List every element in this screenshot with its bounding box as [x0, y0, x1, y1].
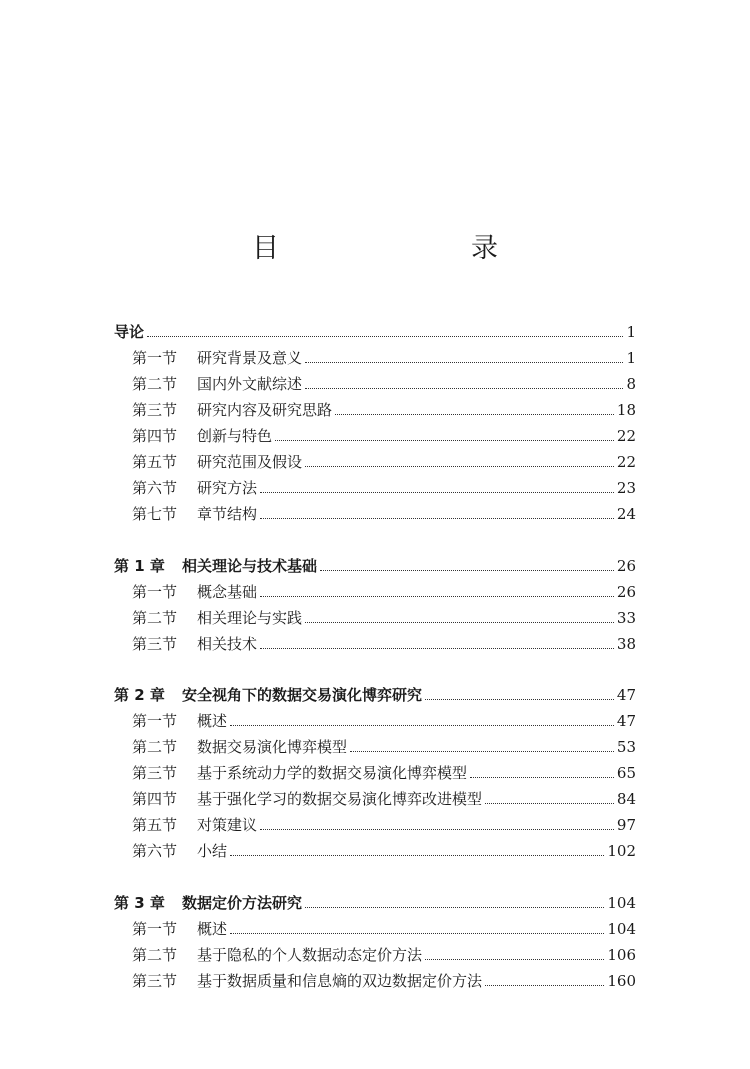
toc-section-entry[interactable]	[114, 913, 636, 939]
toc-section-entry[interactable]	[114, 757, 636, 783]
page-title: 目 录	[252, 233, 544, 264]
dot-leader	[260, 648, 614, 649]
dot-leader	[305, 388, 623, 389]
dot-leader	[320, 570, 614, 571]
toc-chapter-entry[interactable]	[114, 679, 636, 705]
section-label: 第二节	[132, 738, 178, 756]
section-title: 概述	[197, 919, 228, 938]
page-number: 53	[616, 738, 636, 756]
section-title: 相关理论与实践	[197, 608, 303, 627]
dot-leader	[230, 725, 614, 726]
page-number: 104	[607, 919, 636, 938]
toc-section-entry[interactable]	[114, 809, 636, 835]
section-label: 第五节	[132, 816, 178, 834]
section-title: 概述	[197, 712, 228, 730]
page-number: 65	[616, 764, 636, 782]
section-title: 研究内容及研究思路	[197, 401, 333, 419]
page-number: 33	[616, 608, 636, 627]
page-number: 1	[626, 349, 636, 367]
section-label: 第五节	[132, 453, 178, 471]
section-title: 研究范围及假设	[197, 453, 303, 471]
page-number: 8	[626, 375, 636, 393]
section-label: 第一节	[132, 582, 178, 601]
toc-section-entry[interactable]	[114, 420, 636, 446]
toc-chapter-group	[114, 316, 636, 524]
dot-leader	[485, 985, 604, 986]
dot-leader	[260, 829, 614, 830]
section-label: 第一节	[132, 349, 178, 367]
section-title: 创新与特色	[197, 427, 273, 445]
toc-section-entry[interactable]	[114, 394, 636, 420]
toc-section-entry[interactable]	[114, 705, 636, 731]
dot-leader	[230, 933, 604, 934]
section-label: 第三节	[132, 971, 178, 990]
toc-section-entry[interactable]	[114, 446, 636, 472]
page-number: 104	[607, 893, 636, 912]
section-title: 基于强化学习的数据交易演化博弈改进模型	[197, 790, 483, 808]
section-label: 第三节	[132, 401, 178, 419]
section-title: 小结	[197, 842, 228, 860]
page-number: 23	[616, 479, 636, 497]
dot-leader	[305, 362, 623, 363]
toc-chapter-entry[interactable]	[114, 316, 636, 342]
page-number: 22	[616, 453, 636, 471]
page-number: 18	[616, 401, 636, 419]
page-number: 24	[616, 505, 636, 523]
dot-leader	[260, 596, 614, 597]
chapter-title: 相关理论与技术基础	[182, 556, 318, 575]
section-title: 章节结构	[197, 505, 258, 523]
section-title: 基于数据质量和信息熵的双边数据定价方法	[197, 971, 483, 990]
dot-leader	[230, 855, 604, 856]
toc-section-entry[interactable]	[114, 498, 636, 524]
section-title: 数据交易演化博弈模型	[197, 738, 348, 756]
toc-section-entry[interactable]	[114, 368, 636, 394]
section-title: 国内外文献综述	[197, 375, 303, 393]
section-label: 第一节	[132, 919, 178, 938]
section-label: 第六节	[132, 479, 178, 497]
toc-section-entry[interactable]	[114, 965, 636, 991]
dot-leader	[260, 518, 614, 519]
dot-leader	[147, 336, 623, 337]
section-title: 对策建议	[197, 816, 258, 834]
table-of-contents	[114, 316, 636, 1016]
toc-section-entry[interactable]	[114, 939, 636, 965]
section-title: 研究背景及意义	[197, 349, 303, 367]
section-label: 第四节	[132, 427, 178, 445]
page-number: 160	[607, 971, 636, 990]
toc-section-entry[interactable]	[114, 602, 636, 628]
section-label: 第三节	[132, 634, 178, 653]
toc-chapter-group	[114, 679, 636, 861]
page-number: 47	[616, 686, 636, 704]
dot-leader	[305, 907, 604, 908]
page-number: 26	[616, 556, 636, 575]
section-title: 相关技术	[197, 634, 258, 653]
chapter-label: 第 1 章	[114, 556, 165, 575]
page-number: 38	[616, 634, 636, 653]
chapter-title: 安全视角下的数据交易演化博弈研究	[182, 686, 423, 704]
section-label: 第一节	[132, 712, 178, 730]
toc-chapter-entry[interactable]	[114, 887, 636, 913]
dot-leader	[335, 414, 614, 415]
dot-leader	[260, 492, 614, 493]
page-number: 22	[616, 427, 636, 445]
section-title: 基于系统动力学的数据交易演化博弈模型	[197, 764, 468, 782]
chapter-label: 导论	[114, 323, 145, 341]
section-label: 第三节	[132, 764, 178, 782]
section-label: 第二节	[132, 945, 178, 964]
page-number: 26	[616, 582, 636, 601]
section-title: 研究方法	[197, 479, 258, 497]
section-label: 第二节	[132, 608, 178, 627]
toc-section-entry[interactable]	[114, 731, 636, 757]
page-number: 106	[607, 945, 636, 964]
dot-leader	[425, 699, 614, 700]
section-title: 概念基础	[197, 582, 258, 601]
toc-section-entry[interactable]	[114, 576, 636, 602]
dot-leader	[485, 803, 614, 804]
dot-leader	[305, 622, 614, 623]
page-number: 1	[626, 323, 636, 341]
dot-leader	[470, 777, 614, 778]
section-title: 基于隐私的个人数据动态定价方法	[197, 945, 423, 964]
chapter-title: 数据定价方法研究	[182, 893, 303, 912]
toc-section-entry[interactable]	[114, 472, 636, 498]
section-label: 第七节	[132, 505, 178, 523]
toc-chapter-group	[114, 887, 636, 991]
toc-section-entry[interactable]	[114, 835, 636, 861]
page-number: 47	[616, 712, 636, 730]
section-label: 第二节	[132, 375, 178, 393]
chapter-label: 第 2 章	[114, 686, 165, 704]
page-number: 97	[616, 816, 636, 834]
chapter-label: 第 3 章	[114, 893, 165, 912]
dot-leader	[305, 466, 614, 467]
toc-section-entry[interactable]	[114, 783, 636, 809]
dot-leader	[275, 440, 614, 441]
section-label: 第六节	[132, 842, 178, 860]
section-label: 第四节	[132, 790, 178, 808]
page-number: 102	[607, 842, 636, 860]
toc-section-entry[interactable]	[114, 342, 636, 368]
dot-leader	[425, 959, 604, 960]
page-number: 84	[616, 790, 636, 808]
toc-chapter-entry[interactable]	[114, 550, 636, 576]
toc-chapter-group	[114, 550, 636, 654]
dot-leader	[350, 751, 614, 752]
toc-section-entry[interactable]	[114, 628, 636, 654]
